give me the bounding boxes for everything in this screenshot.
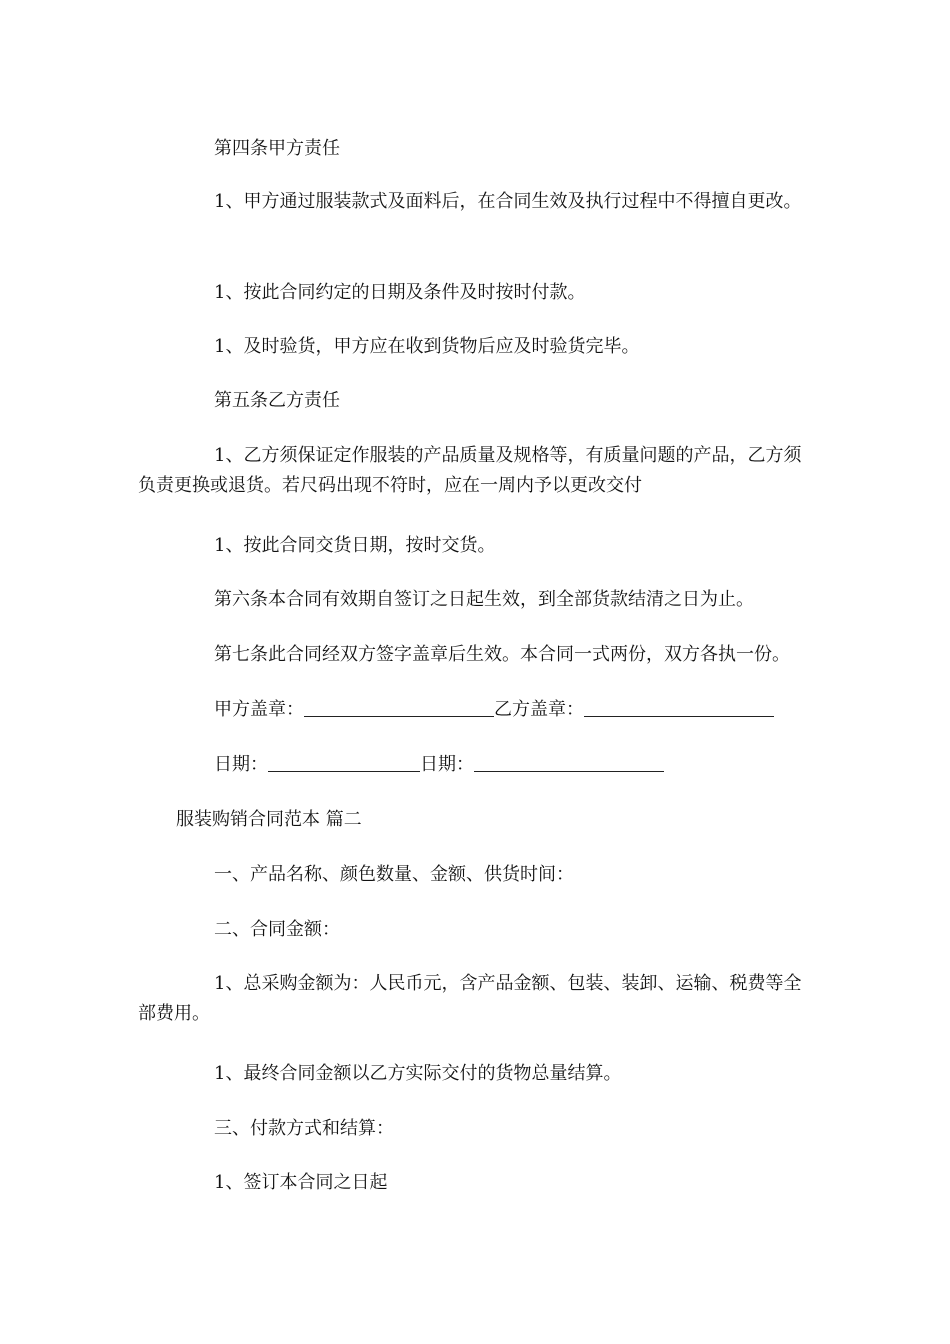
date-row (214, 750, 664, 780)
article-7: 第七条此合同经双方签字盖章后生效。本合同一式两份，双方各执一份。 (214, 644, 790, 665)
paragraph-a-2: 1、按此合同约定的日期及条件及时按时付款。 (214, 282, 586, 303)
party-a-seal-label: 甲方盖章： (214, 699, 304, 720)
paragraph-b-1: 1、乙方须保证定作服装的产品质量及规格等，有质量问题的产品，乙方须负责更换或退货。若尺码出现不符时，应在一周内予以更改交付 (138, 445, 802, 496)
date-blank-a[interactable] (268, 753, 420, 772)
paragraph-a-3: 1、及时验货，甲方应在收到货物后应及时验货完毕。 (214, 336, 640, 357)
date-label-b: 日期： (420, 754, 474, 775)
item-1-heading: 一、产品名称、颜色数量、金额、供货时间： (214, 864, 574, 885)
paragraph-c-1: 1、总采购金额为：人民币元，含产品金额、包装、装卸、运输、税费等全部费用。 (138, 973, 802, 1024)
section-title: 服装购销合同范本 篇二 (176, 809, 362, 830)
date-blank-b[interactable] (474, 753, 664, 772)
article-6: 第六条本合同有效期自签订之日起生效，到全部货款结清之日为止。 (214, 589, 754, 610)
item-2-heading: 二、合同金额： (214, 919, 340, 940)
party-b-seal-blank[interactable] (584, 698, 774, 717)
date-label-a: 日期： (214, 754, 268, 775)
article-5-heading: 第五条乙方责任 (214, 390, 340, 411)
party-a-seal-blank[interactable] (304, 698, 494, 717)
paragraph-b-2: 1、按此合同交货日期，按时交货。 (214, 535, 496, 556)
seal-row (214, 695, 774, 725)
item-3-heading: 三、付款方式和结算： (214, 1118, 394, 1139)
article-4-heading: 第四条甲方责任 (214, 138, 340, 159)
paragraph-a-1: 1、甲方通过服装款式及面料后，在合同生效及执行过程中不得擅自更改。 (214, 191, 802, 212)
party-b-seal-label: 乙方盖章： (494, 699, 584, 720)
paragraph-d-1: 1、签订本合同之日起 (214, 1172, 388, 1193)
paragraph-c-2: 1、最终合同金额以乙方实际交付的货物总量结算。 (214, 1063, 622, 1084)
